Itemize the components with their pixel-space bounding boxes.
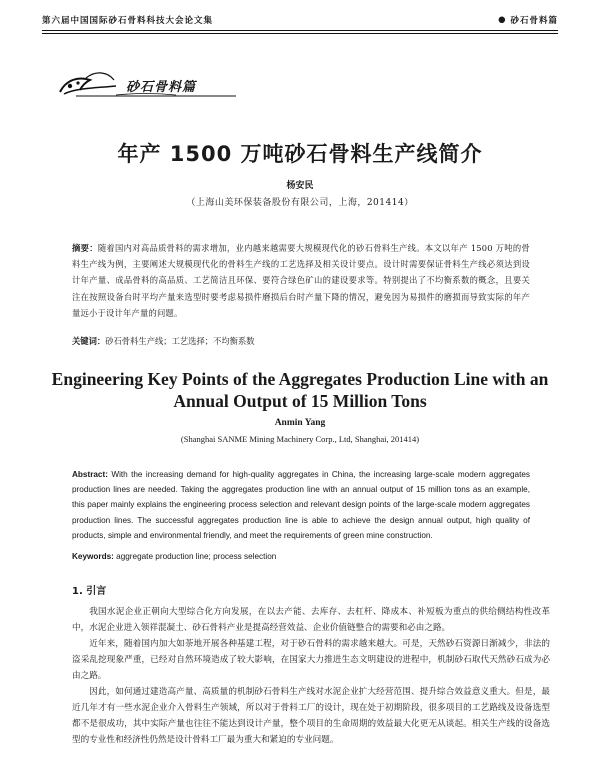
running-header [42, 12, 558, 28]
affiliation-cn: （上海山美环保装备股份有限公司，上海，201414） [186, 198, 414, 208]
author-en: Anmin Yang [274, 418, 326, 428]
section-body [72, 604, 550, 748]
header-rule-thin [42, 33, 558, 34]
header-section [498, 14, 558, 26]
body-paragraph: 近年来，随着国内加大如荼地开展各种基建工程，对于砂石骨料的需求越来越大。可是，天然砂石资源日渐减少，非法的盗采乱挖现象严重，已经对自然环境造成了较大影响，在国家大力推进生态文明建设的进程中，机制砂石取代天然砂石成为必由之路。 [72, 639, 550, 681]
header-rule [42, 30, 558, 31]
keywords-en-label: Keywords: [72, 552, 114, 561]
bullet-icon: ● [498, 15, 507, 25]
abstract-cn-label: 摘要： [72, 243, 98, 253]
body-paragraph: 因此，如何通过建造高产量、高质量的机制砂石骨料生产线对水泥企业扩大经营范围、提升综合效益意义重大。但是，最近几年才有一些水泥企业介入骨料生产领域，所以对于骨料工厂的设计，现在处于初期阶段，很多项目的工艺路线及设备选型都不是很成功，其中实际产量也往往不能达到设计产量，整个项目的生命周期的效益最大化更无从谈起。相关生产线的设备选型的专业性和经济性仍然是设计骨料工厂最为重大和紧迫的专业问题。 [72, 687, 550, 745]
keywords-en [72, 552, 530, 561]
keywords-cn [72, 334, 530, 348]
author-cn: 杨安民 [286, 181, 314, 191]
abstract-en-label: Abstract: [72, 470, 108, 479]
abstract-en [72, 467, 530, 543]
header-section-label: 砂石骨料篇 [510, 16, 558, 26]
abstract-cn [72, 240, 530, 321]
keywords-en-text: aggregate production line; process selection [113, 552, 277, 561]
section-logo [56, 66, 246, 100]
keywords-cn-label: 关键词： [72, 336, 106, 346]
paper-title-en: Engineering Key Points of the Aggregates Production Line with an Annual Output of 15 Million Tons [51, 369, 549, 411]
header-proceedings-title: 第六届中国国际砂石骨料科技大会论文集 [42, 16, 214, 26]
keywords-cn-text: 砂石骨料生产线；工艺选择；不均衡系数 [105, 336, 255, 346]
abstract-cn-text: 随着国内对高品质骨料的需求增加，业内越来越需要大规模现代化的砂石骨料生产线。本文以年产 1500 万吨的骨料生产线为例，主要阐述大规模现代化的骨料生产线的工艺选择及相关设计要点。设计时需要保证骨料生产线必须达到设计年产量、成品骨料的高品质、工艺简洁且环保、要符合绿色矿山的建设要求等。特别提出了不均衡系数的概念，且要关注在按照设备台时平均产量来选型时要考虑易损件磨损后台时产量下降的情况，避免因为易损件的磨损而导致实际的年产量远小于设计年产量的问题。 [72, 243, 530, 318]
affiliation-en: (Shanghai SANME Mining Machinery Corp., Ltd, Shanghai, 201414) [180, 434, 420, 444]
paper-title-cn: 年产 1500 万吨砂石骨料生产线简介 [117, 142, 483, 166]
body-paragraph: 我国水泥企业正朝向大型综合化方向发展，在以去产能、去库存、去杠杆、降成本、补短板为重点的供给侧结构性改革中，水泥企业进入领祥混凝土、砂石骨料产业是提高经营效益、企业价值链整合的需要和必由之路。 [72, 607, 550, 633]
logo-text: 砂石骨料篇 [126, 80, 197, 95]
section-heading-introduction: 1. 引言 [72, 586, 107, 597]
abstract-en-text: With the increasing demand for high-quality aggregates in China, the increasing large-scale modern aggregates production lines are needed. Taking the aggregates production line with an annual output of 15 million tons as an example, this paper mainly explains the engineering process selection and relevant design points of the large-scale modern aggregates production lines. The successful aggregates production line is able to achieve the design annual output, high quality of products, simple and environmental friendly, and meet the requirements of green mine construction. [72, 470, 530, 540]
